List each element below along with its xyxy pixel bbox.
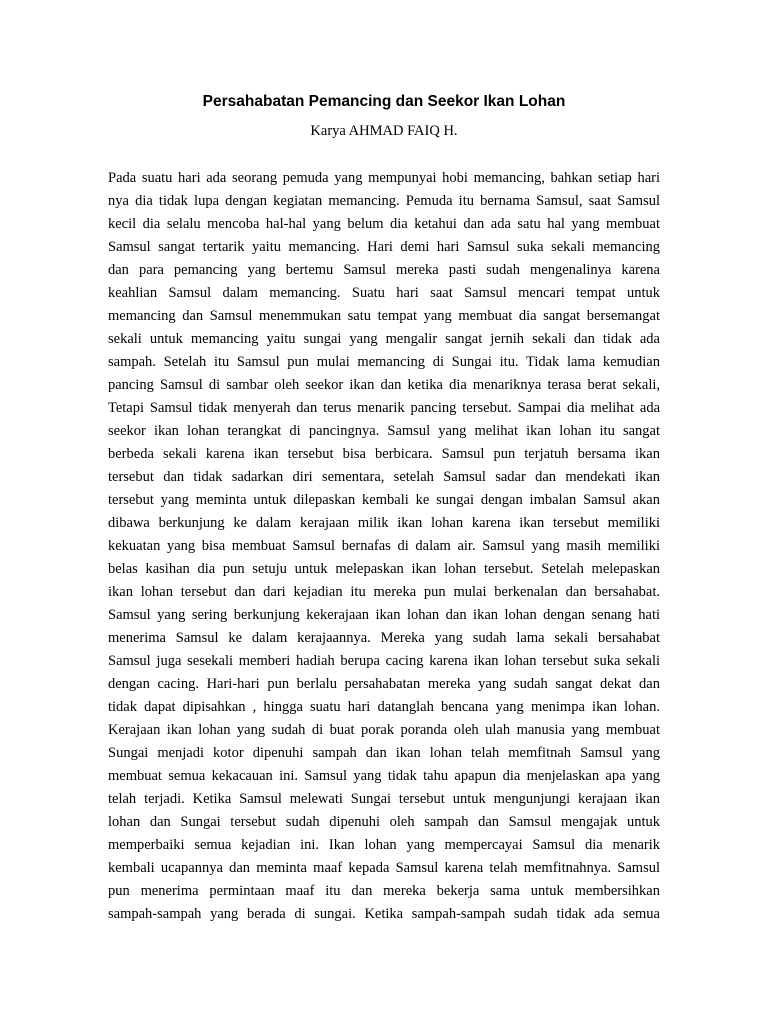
- text-line: tersebut yang meminta untuk dilepaskan kembali ke sungai dengan imbalan Samsul akan: [108, 492, 660, 508]
- text-line: pancing Samsul di sambar oleh seekor ikan dan ketika dia menariknya terasa berat sekali,: [108, 377, 660, 393]
- text-line: Tetapi Samsul tidak menyerah dan terus menarik pancing tersebut. Sampai dia melihat ada: [108, 400, 660, 416]
- text-line: membuat semua kekacauan ini. Samsul yang tidak tahu apapun dia menjelaskan apa yang: [108, 768, 660, 784]
- text-line: tersebut dan tidak sadarkan diri sementara, setelah Samsul sadar dan mendekati ikan: [108, 469, 660, 485]
- text-line: kecil dia selalu mencoba hal-hal yang belum dia ketahui dan ada satu hal yang membuat: [108, 216, 660, 232]
- text-line: Pada suatu hari ada seorang pemuda yang mempunyai hobi memancing, bahkan setiap hari: [108, 170, 660, 186]
- text-line: kembali ucapannya dan meminta maaf kepada Samsul karena telah memfitnahnya. Samsul: [108, 860, 660, 876]
- text-line: seekor ikan lohan terangkat di pancingnya. Samsul yang melihat ikan lohan itu sangat: [108, 423, 660, 439]
- story-paragraph: [108, 167, 660, 926]
- document-author: Karya AHMAD FAIQ H.: [310, 123, 458, 139]
- text-line: Kerajaan ikan lohan yang sudah di buat porak poranda oleh ulah manusia yang membuat: [108, 722, 660, 738]
- text-line: memancing dan Samsul menemmukan satu tempat yang membuat dia sangat bersemangat: [108, 308, 660, 324]
- text-line: lohan dan Sungai tersebut sudah dipenuhi oleh sampah dan Samsul mengajak untuk: [108, 814, 660, 830]
- text-line: Samsul sangat tertarik yaitu memancing. Hari demi hari Samsul suka sekali memancing: [108, 239, 660, 255]
- text-line: ikan lohan tersebut dan dari kejadian itu mereka pun mulai berkenalan dan bersahabat.: [108, 584, 660, 600]
- text-line: kekuatan yang bisa membuat Samsul bernafas di dalam air. Samsul yang masih memiliki: [108, 538, 660, 554]
- text-line: Samsul yang sering berkunjung kekerajaan ikan lohan dan ikan lohan dengan senang hati: [108, 607, 660, 623]
- text-line: dan para pemancing yang bertemu Samsul mereka pasti sudah mengenalinya karena: [108, 262, 660, 278]
- text-line: belas kasihan dia pun setuju untuk melepaskan ikan lohan tersebut. Setelah melepaskan: [108, 561, 660, 577]
- text-line: pun menerima permintaan maaf itu dan mereka bekerja sama untuk membersihkan: [108, 883, 660, 899]
- text-line: tidak dapat dipisahkan , hingga suatu hari datanglah bencana yang menimpa ikan lohan.: [108, 699, 660, 715]
- text-line: Sungai menjadi kotor dipenuhi sampah dan ikan lohan telah memfitnah Samsul yang: [108, 745, 660, 761]
- document-title: Persahabatan Pemancing dan Seekor Ikan Lohan: [202, 93, 566, 110]
- text-line: berbeda sekali karena ikan tersebut bisa berbicara. Samsul pun terjatuh bersama ikan: [108, 446, 660, 462]
- text-line: keahlian Samsul dalam memancing. Suatu hari saat Samsul mencari tempat untuk: [108, 285, 660, 301]
- text-line: Samsul juga sesekali memberi hadiah berupa cacing karena ikan lohan tersebut suka sekali: [108, 653, 660, 669]
- text-line: memperbaiki semua kejadian ini. Ikan lohan yang mempercayai Samsul dia menarik: [108, 837, 660, 853]
- text-line: sekali untuk memancing yaitu sungai yang mengalir sangat jernih sekali dan tidak ada: [108, 331, 660, 347]
- text-line: menerima Samsul ke dalam kerajaannya. Mereka yang sudah lama sekali bersahabat: [108, 630, 660, 646]
- text-line: dibawa berkunjung ke dalam kerajaan milik ikan lohan karena ikan tersebut memiliki: [108, 515, 660, 531]
- text-line: dengan cacing. Hari-hari pun berlalu persahabatan mereka yang sudah sangat dekat dan: [108, 676, 660, 692]
- text-line: nya dia tidak lupa dengan kegiatan memancing. Pemuda itu bernama Samsul, saat Samsul: [108, 193, 660, 209]
- text-line: sampah-sampah yang berada di sungai. Ketika sampah-sampah sudah tidak ada semua: [108, 906, 660, 922]
- text-line: telah terjadi. Ketika Samsul melewati Sungai tersebut untuk mengunjungi kerajaan ikan: [108, 791, 660, 807]
- text-line: sampah. Setelah itu Samsul pun mulai memancing di Sungai itu. Tidak lama kemudian: [108, 354, 660, 370]
